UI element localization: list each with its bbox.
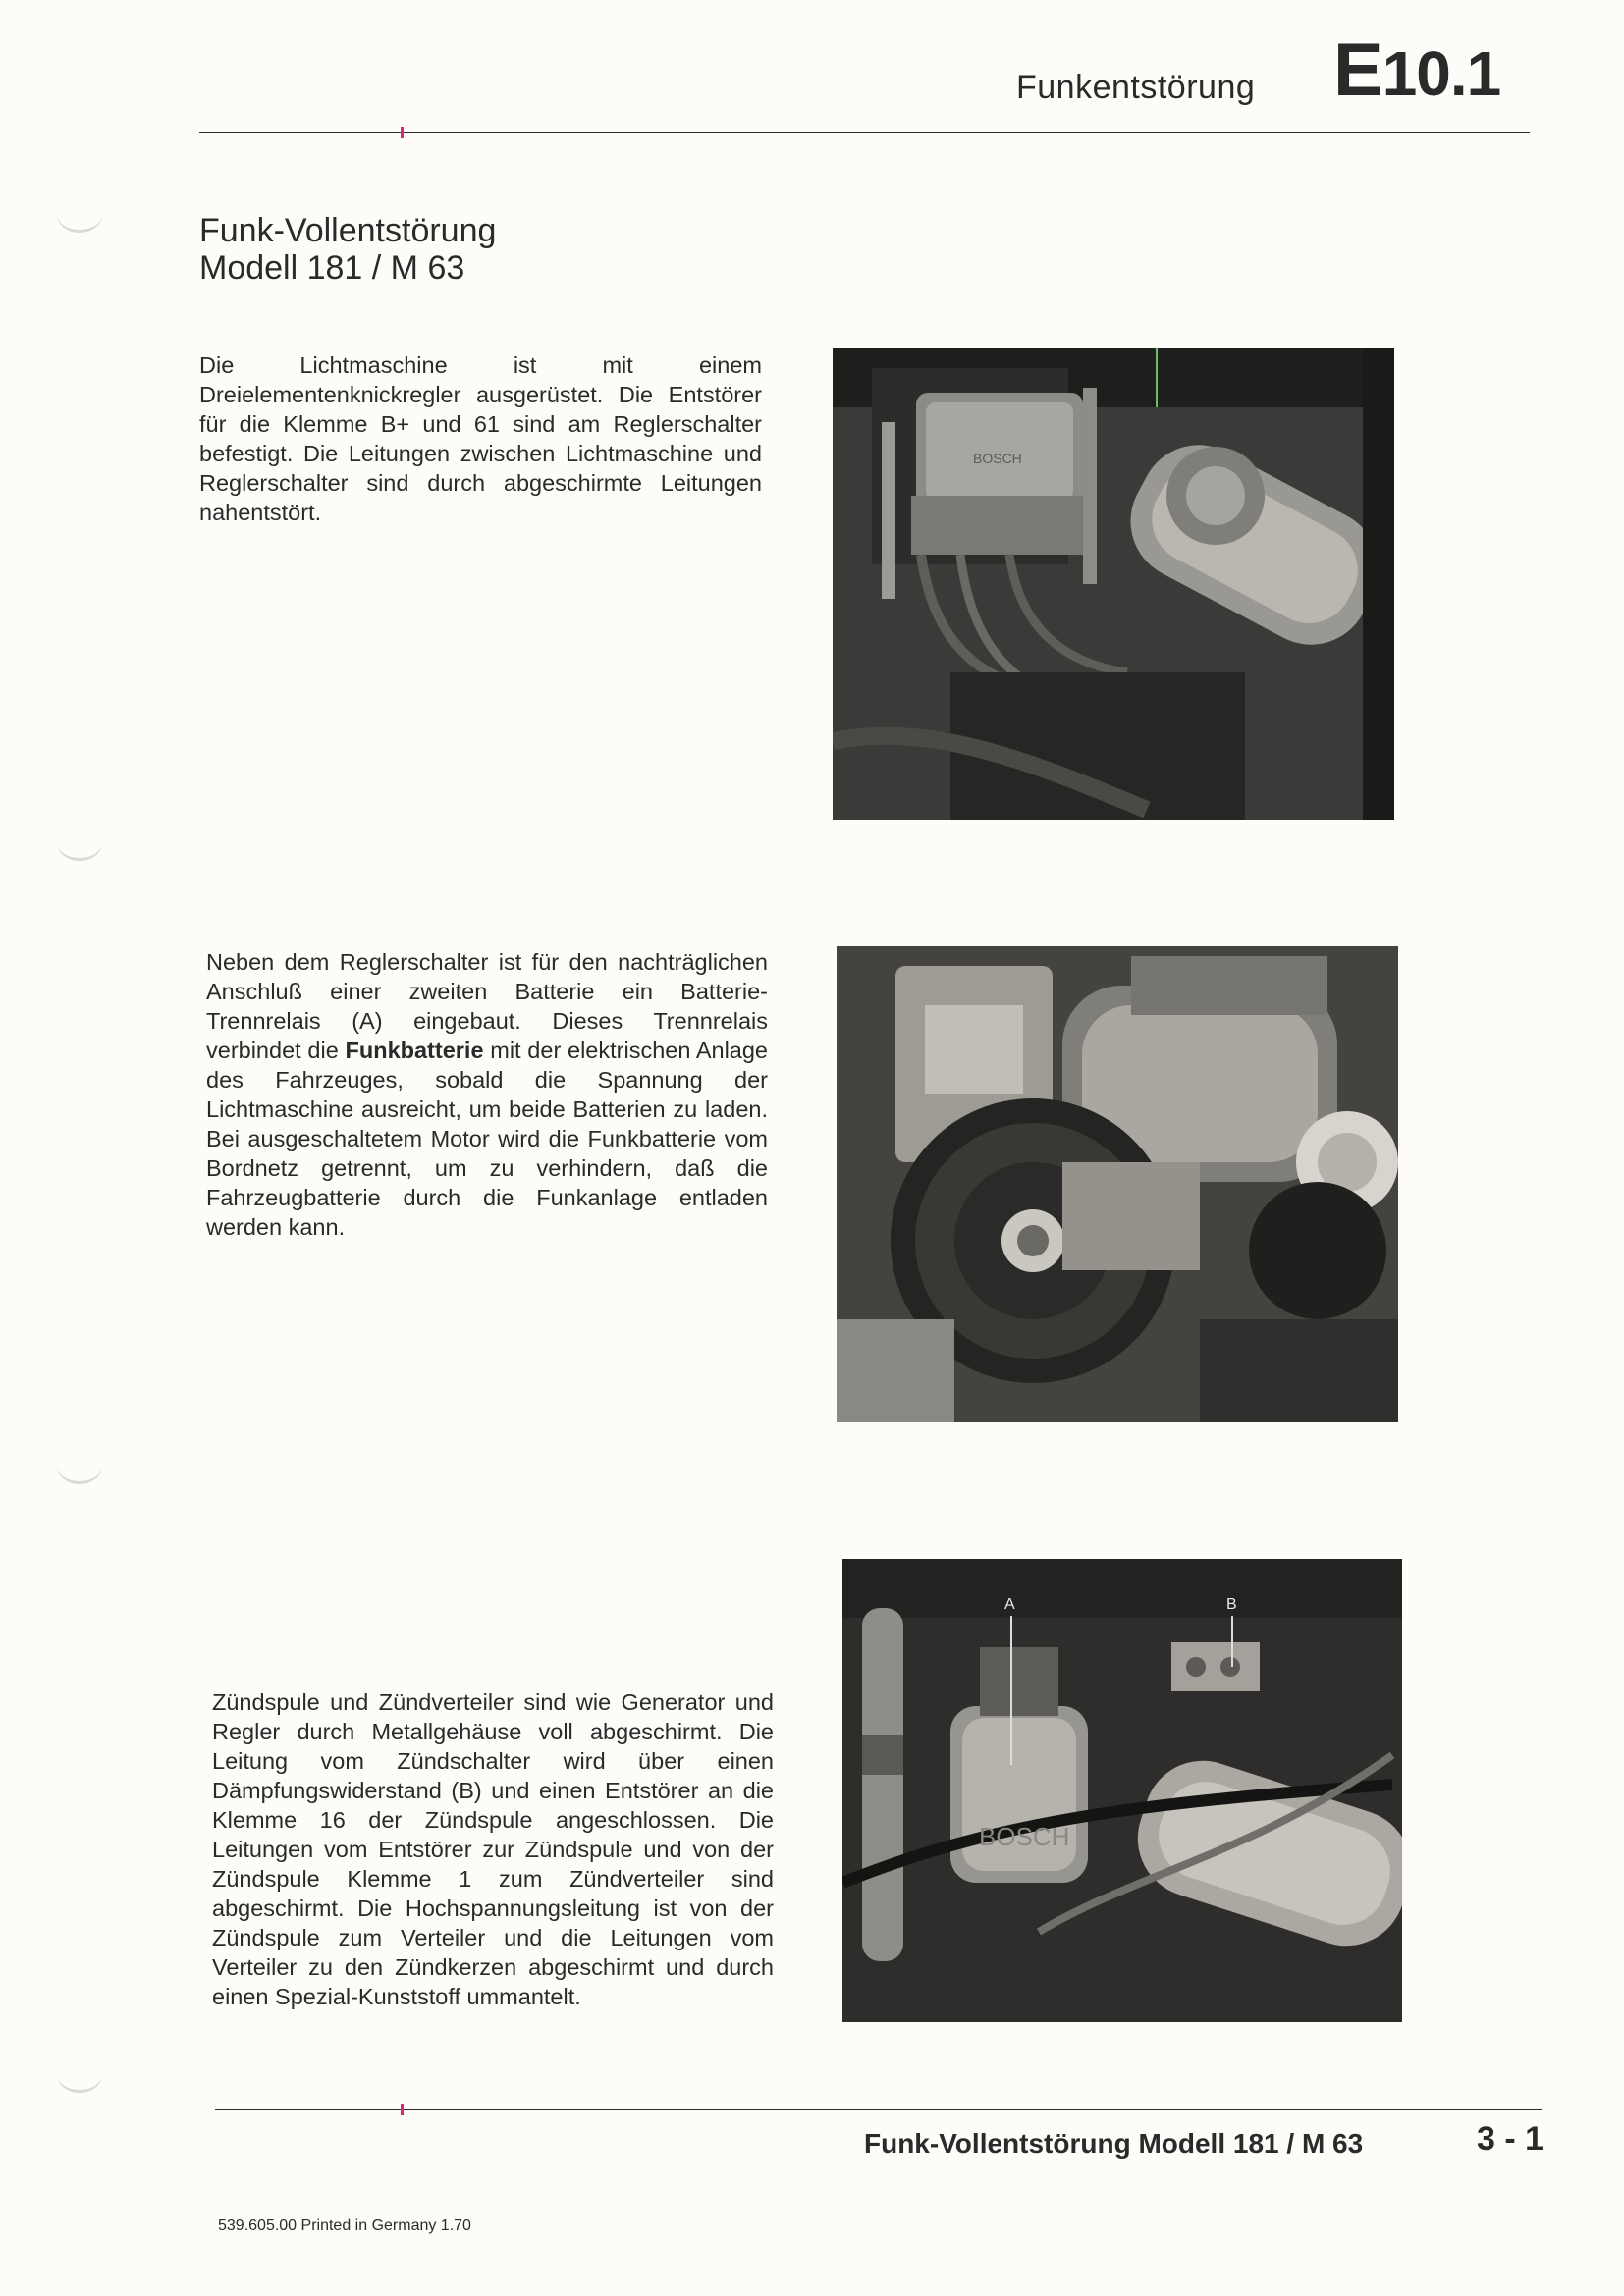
- funkbatterie-term: Funkbatterie: [345, 1038, 484, 1063]
- paragraph-battery-relay-part1: Neben dem Reglerschalter ist für den nachträglichen Anschluß einer zweiten Batterie ein Batterie-Trennrelais (A) eingebaut. Dieses Trennrelais verbindet die: [206, 949, 768, 1063]
- punch-hole-1: [57, 196, 102, 233]
- photo-regulator: [833, 348, 1394, 820]
- photo-ignition: [842, 1559, 1402, 2022]
- print-info: 539.605.00 Printed in Germany 1.70: [218, 2217, 471, 2234]
- header-topic: Funkentstörung: [1016, 69, 1256, 106]
- paragraph-alternator: Die Lichtmaschine ist mit einem Dreielementenknickregler ausgerüstet. Die Entstörer für die Klemme B+ und 61 sind am Reglerschalter befestigt. Die Leitungen zwischen Lichtmaschine und Reglerschalter sind durch abgeschirmte Leitungen nahentstört.: [199, 352, 762, 525]
- photo3-brand: BOSCH: [979, 1822, 1070, 1851]
- punch-hole-3: [57, 1448, 102, 1484]
- photo-label-a: A: [1004, 1596, 1015, 1613]
- registration-mark-bottom: [401, 2104, 404, 2115]
- section-number: [1333, 27, 1500, 113]
- photo-label-b: B: [1226, 1596, 1237, 1613]
- footer-rule: [215, 2109, 1542, 2110]
- page-title-line2: Modell 181 / M 63: [199, 249, 465, 287]
- header-rule: [199, 132, 1530, 133]
- section-letter: E: [1333, 28, 1382, 112]
- photo-generator: [837, 946, 1398, 1422]
- paragraph-ignition: Zündspule und Zündverteiler sind wie Generator und Regler durch Metallgehäuse voll abgeschirmt. Die Leitung vom Zündschalter wird über einen Dämpfungswiderstand (B) und einen Entstörer an die Klemme 16 der Zündspule angeschlossen. Die Leitungen vom Entstörer zur Zündspule und von der Zündspule Klemme 1 zum Zündverteiler sind abgeschirmt. Die Hochspannungsleitung ist von der Zündspule zum Verteiler und die Leitungen vom Verteiler zu den Zündkerzen abgeschirmt und durch einen Spezial-Kunststoff ummantelt.: [212, 1689, 774, 2009]
- paragraph-battery-relay-part2: mit der elektrischen Anlage des Fahrzeuges, sobald die Spannung der Lichtmaschine ausreicht, um beide Batterien zu laden. Bei ausgeschaltetem Motor wird die Funkbatterie vom Bordnetz getrennt, um zu verhindern, daß die Fahrzeugbatterie durch die Funkanlage entladen werden kann.: [206, 1038, 769, 1240]
- punch-hole-2: [57, 825, 102, 861]
- page-number: 3 - 1: [1477, 2120, 1544, 2158]
- paragraph-battery-relay: [206, 947, 768, 1242]
- section-digits: 10.1: [1381, 38, 1501, 109]
- punch-hole-4: [57, 2056, 102, 2093]
- registration-mark-top: [401, 127, 404, 138]
- photo1-brand: BOSCH: [973, 451, 1022, 466]
- page-title: [199, 212, 496, 287]
- page-title-line1: Funk-Vollentstörung: [199, 212, 497, 249]
- footer-title: Funk-Vollentstörung Modell 181 / M 63: [864, 2128, 1364, 2159]
